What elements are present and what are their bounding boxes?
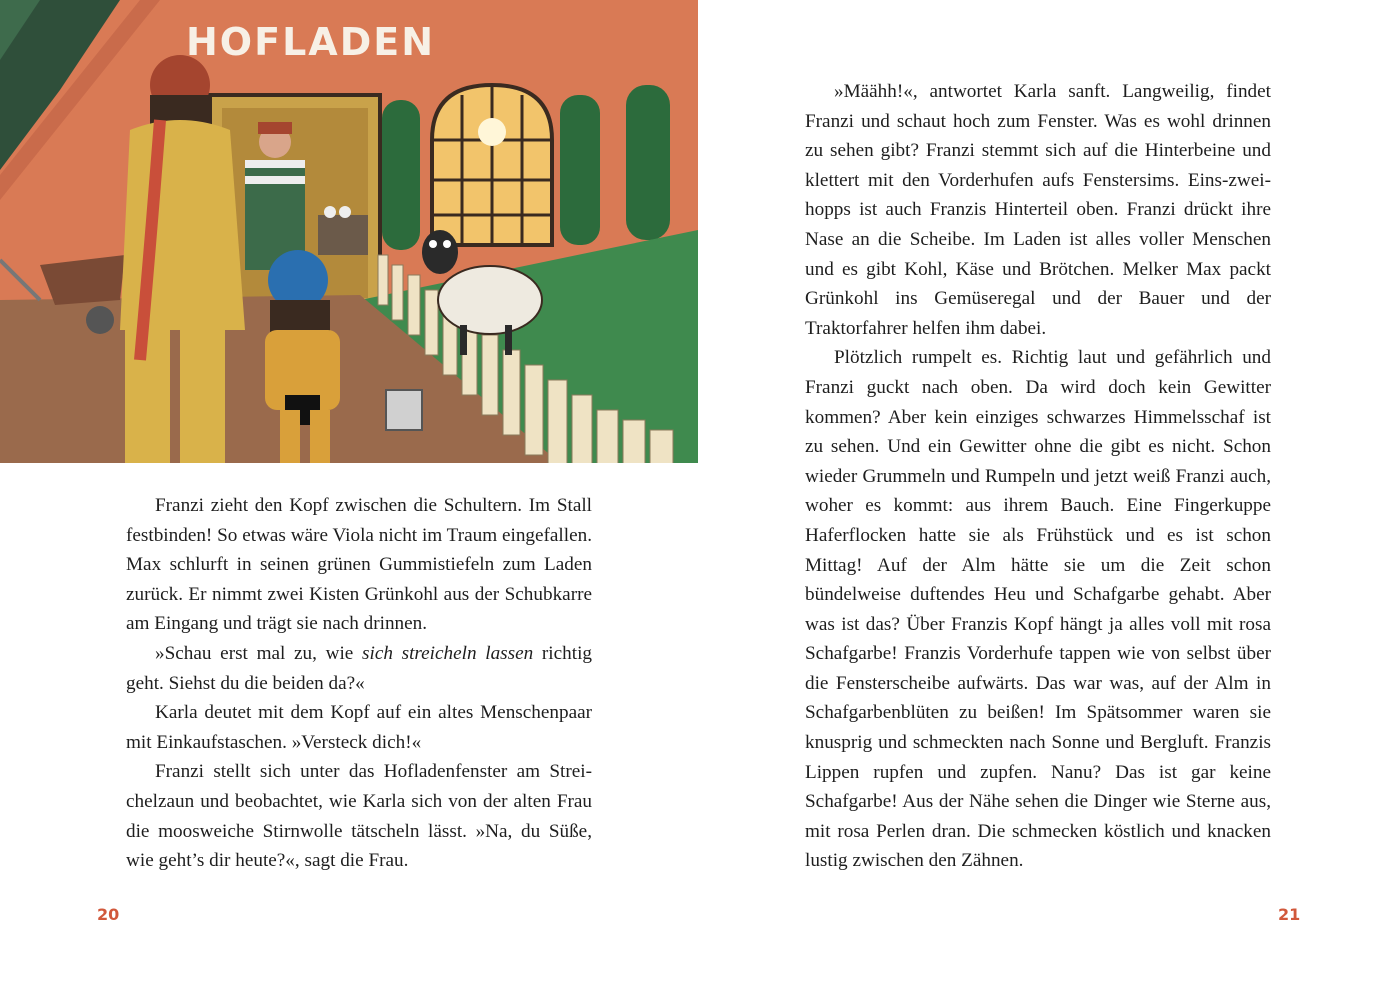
star-light-icon: [478, 118, 506, 146]
paragraph: »Määhh!«, antwortet Karla sanft. Langweilig, findet Franzi und schaut hoch zum Fenster. Was es wohl drinnen zu sehen gibt? Franzi stemmt sich auf die Hinterbeine und klettert mit den Vorderhufen aufs Fenstersims. Eins-zwei-hopps ist auch Franzis Hinterteil oben. Franzi drückt ihre Nase an die Scheibe. Im Laden ist alles voller Menschen und es gibt Kohl, Käse und Brötchen. Melker Max packt Grünkohl ins Gemüseregal und der Bauer und der Traktorfahrer helfen ihm dabei.: [805, 81, 1271, 339]
shutter-mid: [560, 95, 600, 245]
page-number-right: 21: [1278, 905, 1301, 924]
right-page: [698, 0, 1396, 1000]
paragraph: Karla deutet mit dem Kopf auf ein altes Menschenpaar mit Einkaufstaschen. »Versteck dich!«: [126, 702, 592, 753]
text-run: richtig geht. Siehst du die beiden da?«: [126, 642, 592, 694]
sheep: [438, 266, 542, 334]
right-page-text: [805, 77, 1271, 876]
shutter-right: [626, 85, 670, 240]
paragraph: Plötzlich rumpelt es. Richtig laut und gefährlich und Franzi guckt nach oben. Da wird doch kein Gewitter kommen? Aber kein einziges schwarzes Himmelsschaf ist zu sehen. Und ein Gewitter ohne die gibt es nicht. Schon wieder Grummeln und Rumpeln und jetzt weiß Franzi auch, woher es kommt: aus ihrem Bauch. Eine Fingerkuppe Haferflocken hatte sie als Frühstück und es ist schon Mittag! Auf der Alm hätte sie um die Zeit schon bündelweise duftendes Heu und Schafgarbe gehabt. Aber was ist das? Über Franzis Kopf hängt ja alles voll mit rosa Schafgarbe! Franzis Vorderhufe tappen wie von selbst über die Fensterscheibe aufwärts. Das war was, auf der Alm in Schafgarbenblüten zu beißen! Im Spätsommer waren sie knusprig und schmeckten nach Sonne und Bergluft. Franzis Lippen rupfen und zupfen. Nanu? Das ist gar keine Schafgarbe! Aus der Nähe sehen die Dinger wie Sterne aus, mit rosa Perlen dran. Die schmecken köstlich und knacken lustig zwischen den Zähnen.: [805, 347, 1271, 872]
shop-sign: HOFLADEN: [186, 20, 435, 64]
paragraph: Franzi stellt sich unter das Hofladenfenster am Streichelzaun und beobachtet, wie Karla sich von der alten Frau die moosweiche Stirnwolle tätscheln lässt. »Na, du Süße, wie geht’s dir heute?«, sagt die Frau.: [126, 761, 592, 872]
page-number-left: 20: [97, 905, 120, 924]
text-run: »Schau erst mal zu, wie: [155, 642, 363, 664]
paragraph: Franzi zieht den Kopf zwischen die Schultern. Im Stall festbinden! So etwas wäre Viola nicht im Traum eingefallen. Max schlurft in seinen grünen Gummistiefeln zum Laden zurück. Er nimmt zwei Kisten Grünkohl aus der Schubkarre am Eingang und trägt sie nach drinnen.: [126, 495, 592, 635]
shutter-left: [382, 100, 420, 250]
left-page-text: [126, 491, 592, 876]
italic-text-run: sich streicheln lassen: [362, 642, 534, 664]
milk-bucket: [386, 390, 422, 430]
paragraph: [126, 639, 592, 698]
farm-shop-illustration: [0, 0, 698, 463]
